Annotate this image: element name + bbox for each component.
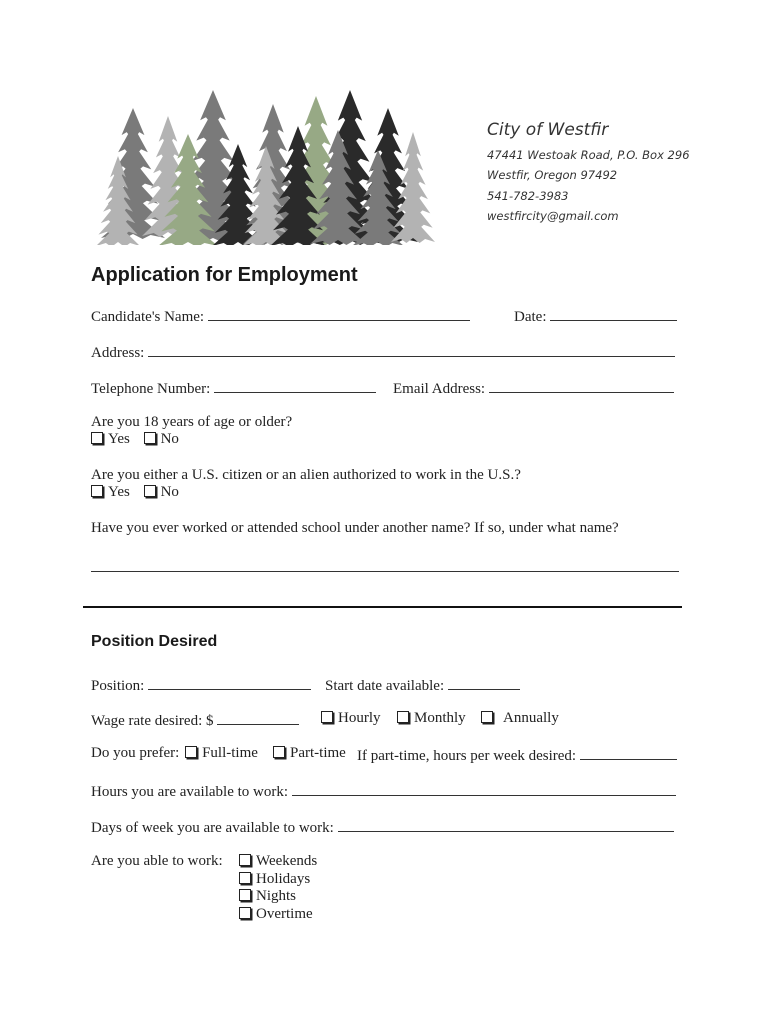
position-label: Position: — [91, 678, 145, 694]
citizen-question: Are you either a U.S. citizen or an alien authorized to work in the U.S.? — [91, 467, 521, 483]
date-label: Date: — [514, 309, 547, 325]
telephone-label: Telephone Number: — [91, 381, 211, 397]
able-option-nights[interactable] — [239, 888, 296, 905]
citizen-no-option[interactable] — [144, 484, 179, 500]
age-no-label: No — [160, 431, 179, 447]
org-email: westfircity@gmail.com — [487, 209, 619, 223]
fulltime-option[interactable] — [183, 745, 258, 761]
age-question: Are you 18 years of age or older? — [91, 414, 293, 430]
parttime-checkbox[interactable] — [273, 746, 285, 758]
days-available-label: Days of week you are available to work: — [91, 820, 334, 836]
days-available-field[interactable] — [338, 817, 674, 832]
parttime-label: Part-time — [290, 745, 346, 761]
prefer-row — [91, 745, 258, 762]
address-field[interactable] — [148, 342, 675, 357]
trees-logo — [88, 90, 438, 245]
start-date-row — [325, 675, 520, 695]
annually-checkbox[interactable] — [481, 711, 493, 723]
date-row — [514, 306, 677, 326]
able-to-work-label: Are you able to work: — [91, 853, 223, 869]
citizen-no-checkbox[interactable] — [144, 485, 156, 497]
parttime-hours-field[interactable] — [580, 745, 677, 760]
hours-available-field[interactable] — [292, 781, 676, 796]
weekends-checkbox[interactable] — [239, 854, 251, 866]
age-no-checkbox[interactable] — [144, 432, 156, 444]
position-field[interactable] — [148, 675, 311, 690]
email-row — [393, 378, 674, 398]
weekends-label: Weekends — [256, 853, 318, 869]
telephone-row — [91, 378, 376, 398]
holidays-checkbox[interactable] — [239, 872, 251, 884]
nights-label: Nights — [256, 888, 297, 904]
wage-annually-option[interactable] — [481, 710, 559, 727]
overtime-checkbox[interactable] — [239, 907, 251, 919]
citizen-yes-option[interactable] — [91, 484, 130, 500]
email-label: Email Address: — [393, 381, 486, 397]
hours-available-label: Hours you are available to work: — [91, 784, 289, 800]
age-no-option[interactable] — [144, 431, 179, 447]
able-option-weekends[interactable] — [239, 853, 317, 870]
age-yes-label: Yes — [108, 431, 130, 447]
age-options — [91, 431, 179, 448]
wage-label: Wage rate desired: $ — [91, 713, 214, 729]
other-name-question: Have you ever worked or attended school under another name? If so, under what name? — [91, 520, 619, 536]
parttime-hours-label: If part-time, hours per week desired: — [357, 748, 577, 764]
parttime-option[interactable] — [273, 745, 346, 762]
prefer-label: Do you prefer: — [91, 745, 180, 761]
monthly-checkbox[interactable] — [397, 711, 409, 723]
monthly-label: Monthly — [414, 710, 466, 726]
start-date-label: Start date available: — [325, 678, 445, 694]
annually-label: Annually — [503, 710, 559, 726]
able-option-holidays[interactable] — [239, 871, 310, 888]
days-available-row — [91, 817, 674, 837]
hourly-checkbox[interactable] — [321, 711, 333, 723]
able-option-overtime[interactable] — [239, 906, 313, 923]
date-field[interactable] — [550, 306, 677, 321]
hourly-label: Hourly — [338, 710, 381, 726]
org-name: City of Westfir — [487, 120, 609, 140]
nights-checkbox[interactable] — [239, 889, 251, 901]
overtime-label: Overtime — [256, 906, 313, 922]
parttime-hours-row — [357, 745, 677, 765]
fulltime-checkbox[interactable] — [185, 746, 197, 758]
position-section-heading: Position Desired — [91, 633, 218, 650]
telephone-field[interactable] — [214, 378, 376, 393]
citizen-yes-checkbox[interactable] — [91, 485, 103, 497]
holidays-label: Holidays — [256, 871, 311, 887]
wage-monthly-option[interactable] — [397, 710, 466, 727]
citizen-yes-label: Yes — [108, 484, 130, 500]
age-yes-option[interactable] — [91, 431, 130, 447]
wage-hourly-option[interactable] — [321, 710, 381, 727]
citizen-options — [91, 484, 179, 501]
start-date-field[interactable] — [448, 675, 520, 690]
wage-row — [91, 710, 299, 730]
org-phone: 541-782-3983 — [487, 189, 569, 203]
age-yes-checkbox[interactable] — [91, 432, 103, 444]
wage-field[interactable] — [217, 710, 299, 725]
candidate-name-row — [91, 306, 470, 326]
form-title: Application for Employment — [91, 264, 358, 286]
address-row — [91, 342, 675, 362]
org-address-line2: Westfir, Oregon 97492 — [487, 168, 618, 182]
fulltime-label: Full-time — [202, 745, 258, 761]
address-label: Address: — [91, 345, 145, 361]
citizen-no-label: No — [160, 484, 179, 500]
candidate-name-field[interactable] — [208, 306, 470, 321]
hours-available-row — [91, 781, 676, 801]
email-field[interactable] — [489, 378, 674, 393]
other-name-field[interactable] — [91, 571, 679, 572]
position-row — [91, 675, 311, 695]
org-address-line1: 47441 Westoak Road, P.O. Box 296 — [487, 148, 690, 162]
section-divider — [83, 606, 682, 608]
candidate-name-label: Candidate's Name: — [91, 309, 205, 325]
